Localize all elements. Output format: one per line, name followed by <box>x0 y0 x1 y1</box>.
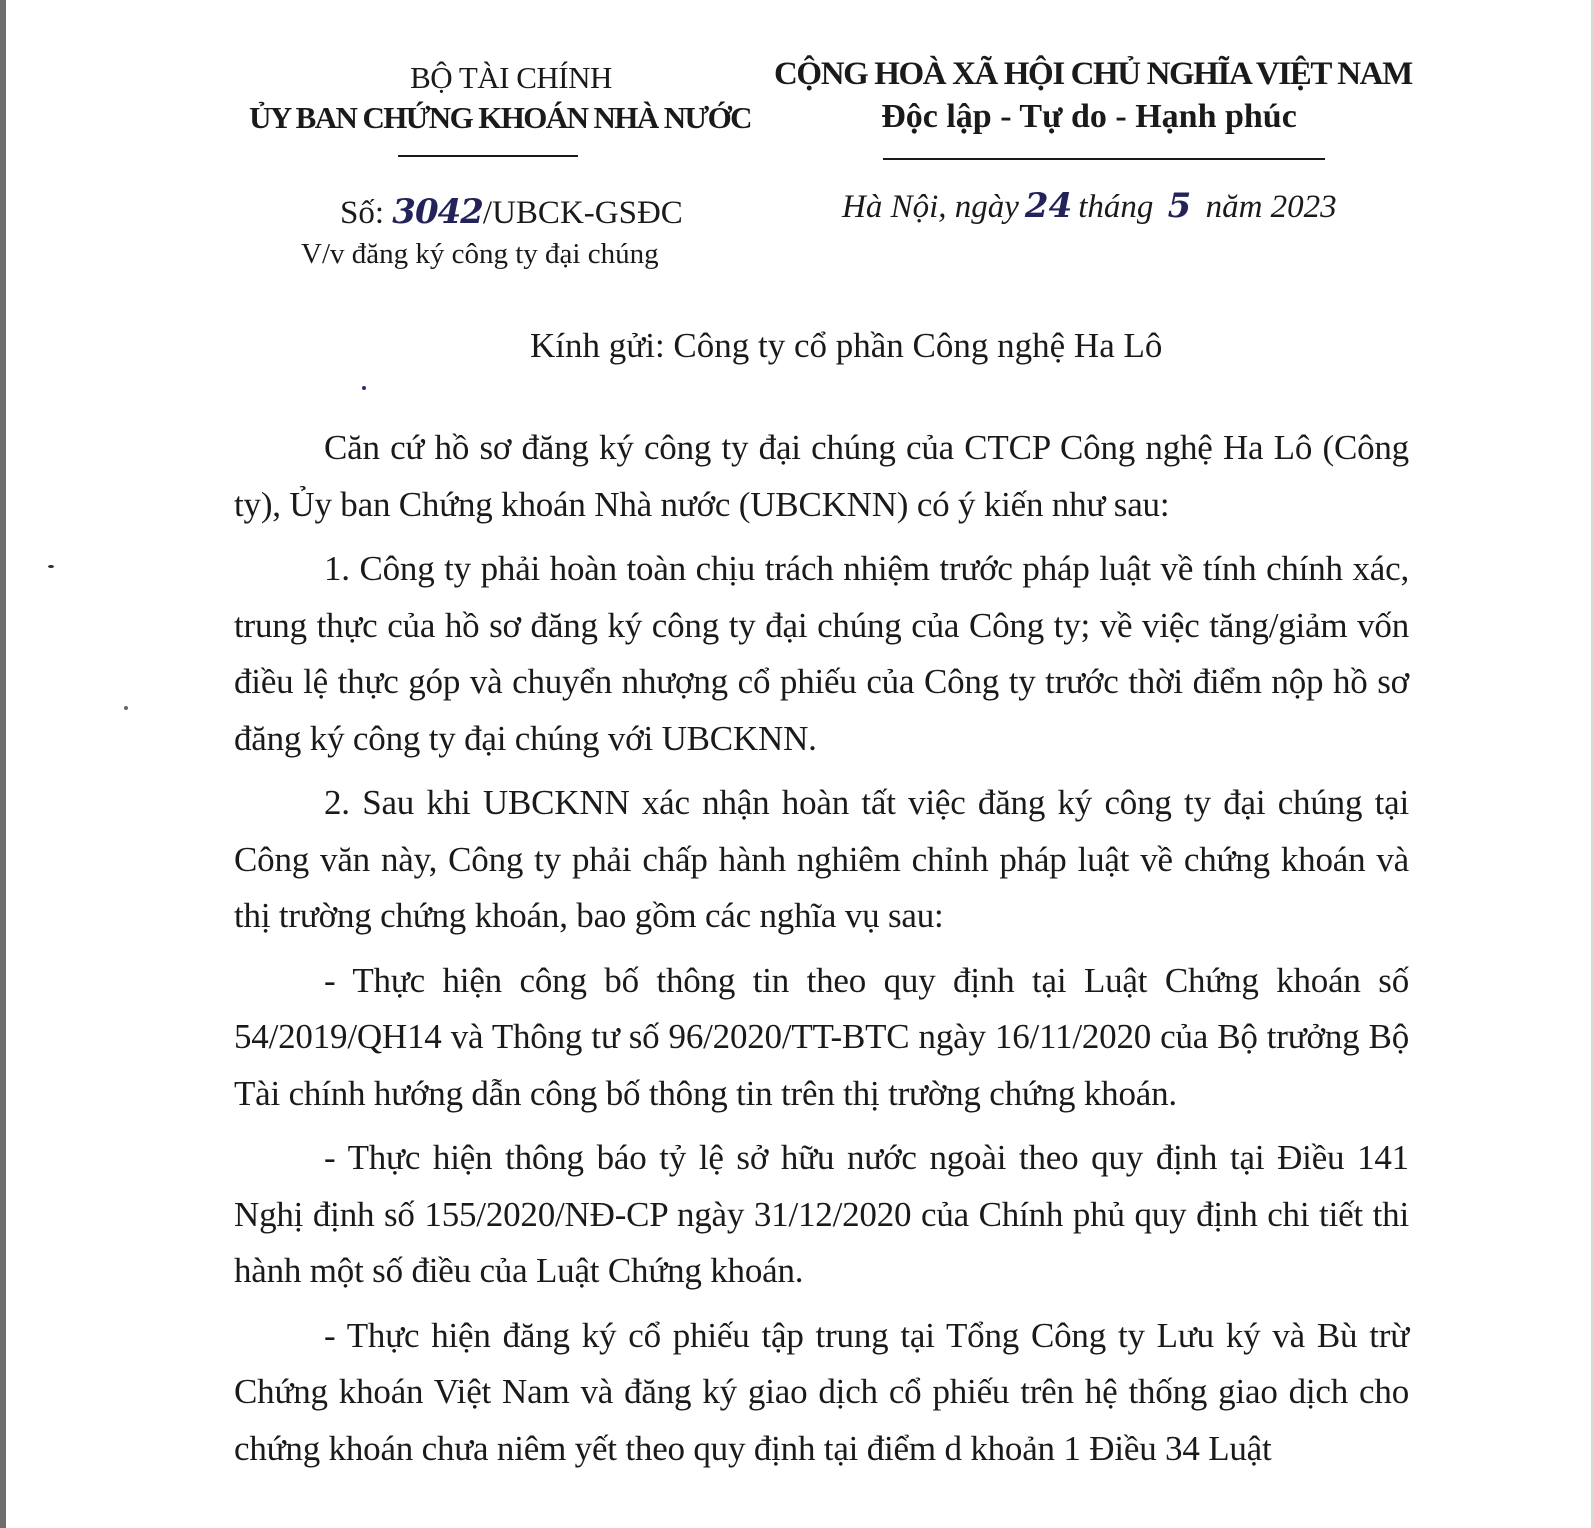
national-title: CỘNG HOÀ XÃ HỘI CHỦ NGHĨA VIỆT NAM <box>774 56 1412 92</box>
letter-body <box>234 420 1409 1485</box>
paragraph-obligation-registration: - Thực hiện đăng ký cổ phiếu tập trung tại Tổng Công ty Lưu ký và Bù trừ Chứng khoán Việt Nam và đăng ký giao dịch cổ phiếu trên hệ thống giao dịch cho chứng khoán chưa niêm yết theo quy định tại điểm d khoản 1 Điều 34 Luật <box>234 1315 1409 1468</box>
document-number-suffix: /UBCK-GSĐC <box>482 195 683 231</box>
date-year: năm 2023 <box>1205 189 1337 225</box>
document-number-handwritten: 3042 <box>392 192 483 232</box>
paragraph-obligation-foreign-ownership: - Thực hiện thông báo tỷ lệ sở hữu nước ngoài theo quy định tại Điều 141 Nghị định số 155/2020/NĐ-CP ngày 31/12/2020 của Chính phủ quy định chi tiết thi hành một số điều của Luật Chứng khoán. <box>234 1138 1409 1290</box>
date-day-handwritten: 24 <box>1024 186 1073 226</box>
date-place: Hà Nội, ngày <box>842 189 1019 225</box>
issuer-underline <box>398 155 578 157</box>
document-date <box>842 186 1337 226</box>
scan-speck <box>48 565 54 568</box>
date-month-handwritten: 5 <box>1167 186 1192 226</box>
national-motto: Độc lập - Tự do - Hạnh phúc <box>881 98 1297 135</box>
document-number <box>340 192 683 232</box>
salutation: Kính gửi: Công ty cổ phần Công nghệ Ha Lô <box>530 326 1163 365</box>
scan-speck <box>362 386 366 390</box>
document-page <box>6 0 1591 1528</box>
scan-speck <box>124 706 128 710</box>
date-month-label: tháng <box>1078 189 1154 225</box>
document-subject: V/v đăng ký công ty đại chúng <box>301 238 659 270</box>
paragraph-item-1: 1. Công ty phải hoàn toàn chịu trách nhiệm trước pháp luật về tính chính xác, trung thực của hồ sơ đăng ký công ty đại chúng của Công ty; về việc tăng/giảm vốn điều lệ thực góp và chuyển nhượng cổ phiếu của Công ty trước thời điểm nộp hồ sơ đăng ký công ty đại chúng với UBCKNN. <box>234 549 1409 758</box>
paragraph-intro: Căn cứ hồ sơ đăng ký công ty đại chúng của CTCP Công nghệ Ha Lô (Công ty), Ủy ban Chứng khoán Nhà nước (UBCKNN) có ý kiến như sau: <box>234 428 1409 524</box>
issuer-agency: ỦY BAN CHỨNG KHOÁN NHÀ NƯỚC <box>249 100 751 135</box>
motto-underline <box>883 158 1325 160</box>
document-number-prefix: Số: <box>340 195 393 231</box>
paragraph-item-2: 2. Sau khi UBCKNN xác nhận hoàn tất việc đăng ký công ty đại chúng tại Công văn này, Công ty phải chấp hành nghiêm chỉnh pháp luật về chứng khoán và thị trường chứng khoán, bao gồm các nghĩa vụ sau: <box>234 783 1409 935</box>
issuer-ministry: BỘ TÀI CHÍNH <box>410 60 612 95</box>
paragraph-obligation-disclosure: - Thực hiện công bố thông tin theo quy định tại Luật Chứng khoán số 54/2019/QH14 và Thông tư số 96/2020/TT-BTC ngày 16/11/2020 của Bộ trưởng Bộ Tài chính hướng dẫn công bố thông tin trên thị trường chứng khoán. <box>234 960 1409 1113</box>
